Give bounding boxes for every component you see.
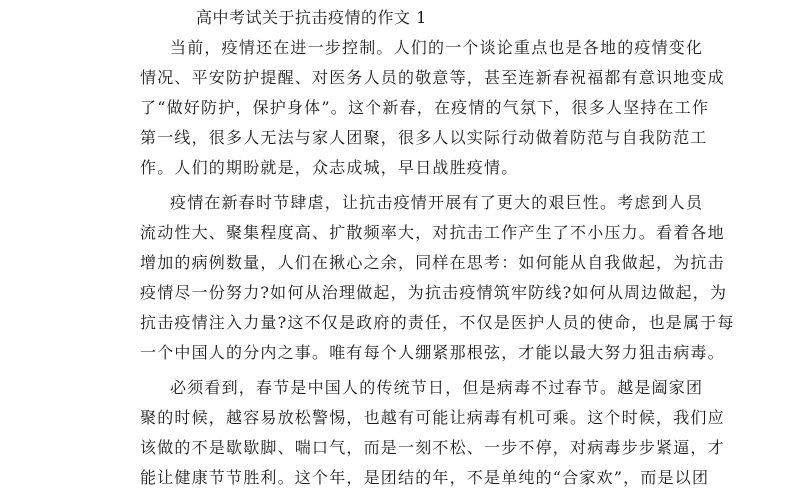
paragraph-line: 抗击疫情注入力量?这不仅是政府的责任，不仅是医护人员的使命，也是属于每 bbox=[140, 313, 735, 332]
paragraph-line: 增加的病例数量，人们在揪心之余，同样在思考：如何能从自我做起，为抗击 bbox=[140, 253, 725, 272]
paragraph-line: 聚的时候，越容易放松警惕，也越有可能让病毒有机可乘。这个时候，我们应 bbox=[140, 408, 725, 427]
paragraph-line: 情况、平安防护提醒、对医务人员的敬意等，甚至连新春祝福都有意识地变成 bbox=[140, 68, 725, 87]
paragraph-line: 第一线，很多人无法与家人团聚，很多人以实际行动做着防范与自我防范工 bbox=[140, 128, 708, 147]
document-title: 高中考试关于抗击疫情的作文 1 bbox=[196, 8, 427, 27]
paragraph-line: 疫情在新春时节肆虐，让抗击疫情开展有了更大的艰巨性。考虑到人员 bbox=[170, 193, 704, 212]
paragraph-line: 了“做好防护，保护身体”。这个新春，在疫情的气氛下，很多人坚持在工作 bbox=[140, 98, 710, 117]
paragraph-line: 必须看到，春节是中国人的传统节日，但是病毒不过春节。越是阖家团 bbox=[170, 378, 704, 397]
paragraph-line: 流动性大、聚集程度高、扩散频率大，对抗击工作产生了不小压力。看着各地 bbox=[140, 223, 725, 242]
paragraph-line: 该做的不是歇歇脚、喘口气，而是一刻不松、一步不停，对病毒步步紧逼，才 bbox=[140, 438, 725, 457]
paragraph-line: 疫情尽一份努力?如何从治理做起，为抗击疫情筑牢防线?如何从周边做起，为 bbox=[140, 283, 728, 302]
paragraph-line: 能让健康节节胜利。这个年，是团结的年，不是单纯的“合家欢”，而是以团 bbox=[140, 468, 710, 487]
paragraph-line: 当前，疫情还在进一步控制。人们的一个谈论重点也是各地的疫情变化 bbox=[170, 38, 704, 57]
paragraph-line: 一个中国人的分内之事。唯有每个人绷紧那根弦，才能以最大努力狙击病毒。 bbox=[140, 343, 725, 362]
paragraph-line: 作。人们的期盼就是，众志成城，早日战胜疫情。 bbox=[140, 158, 519, 177]
